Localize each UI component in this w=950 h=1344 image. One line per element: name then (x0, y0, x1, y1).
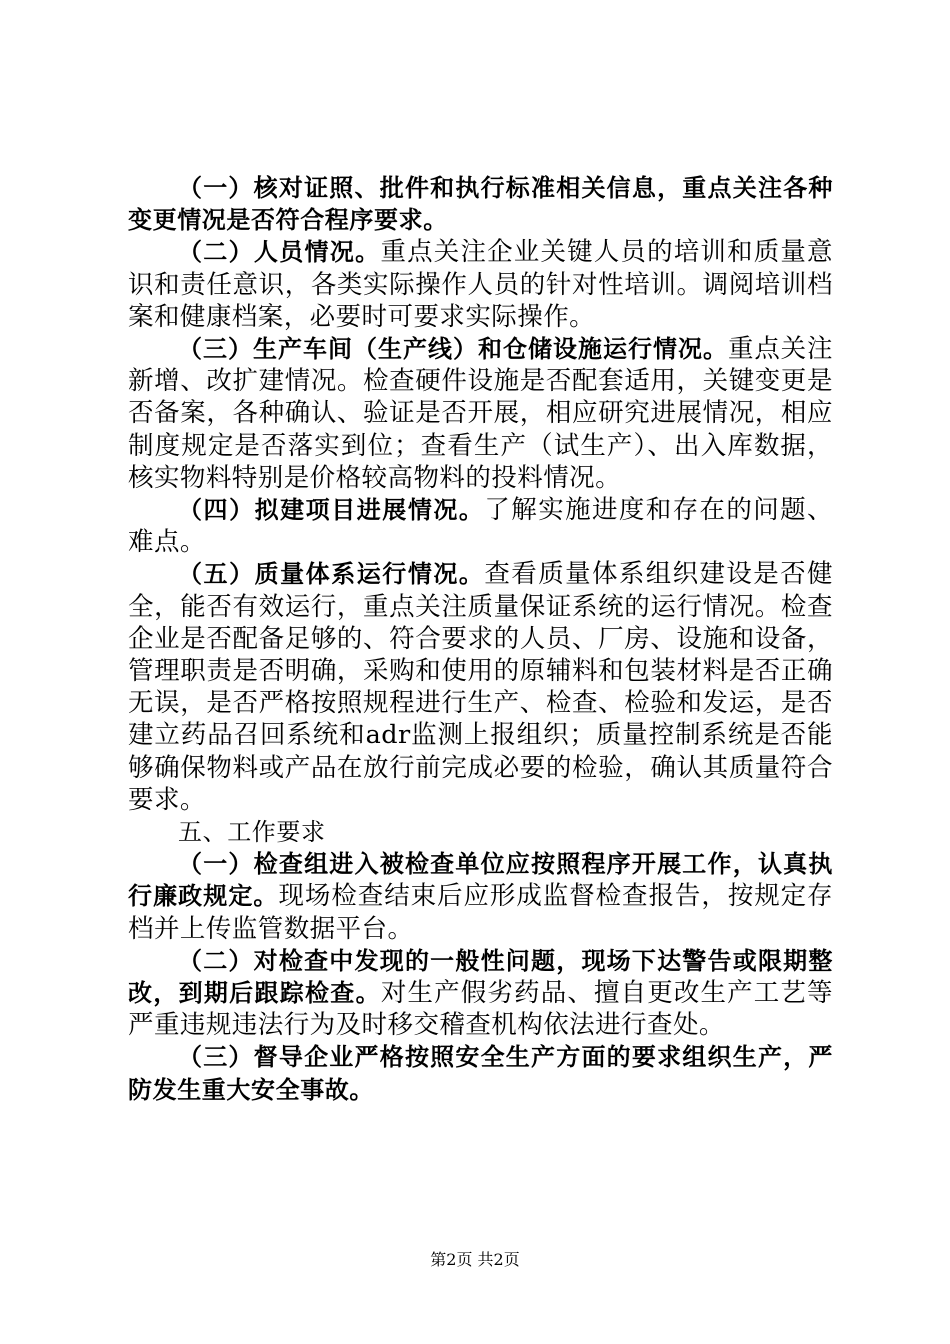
requirement-text: 对生产假劣药品、擅自更改生产工艺等严重违规违法行为及时移交稽查机构依法进行查处。 (128, 978, 834, 1041)
requirement-lead: （三）督导企业严格按照安全生产方面的要求组织生产，严防发生重大安全事故。 (128, 1043, 833, 1104)
paragraph-lead: （五）质量体系运行情况。 (178, 560, 485, 589)
document-body (128, 172, 833, 1106)
page-footer: 第2页 共2页 (430, 1250, 520, 1269)
paragraph-lead: （三）生产车间（生产线）和仓储设施运行情况。 (178, 335, 728, 364)
paragraph-lead: （一）核对证照、批件和执行标准相关信息，重点关注各种变更情况是否符合程序要求。 (128, 174, 833, 235)
requirement-lead: （二）对检查中发现的一般性问题，现场下达警告或限期整改，到期后跟踪检查。 (128, 946, 833, 1008)
paragraph-verify-licenses (128, 172, 833, 236)
section-heading: 五、工作要求 (178, 818, 326, 847)
requirement-procedure (128, 848, 833, 945)
paragraph-planned-projects (128, 494, 833, 558)
requirement-general-issues (128, 945, 833, 1042)
paragraph-lead: （二）人员情况。 (178, 238, 381, 267)
paragraph-lead: （四）拟建项目进展情况。 (178, 496, 485, 525)
requirement-text: 现场检查结束后应形成监督检查报告，按规定存档并上传监管数据平台。 (128, 881, 834, 944)
requirement-safety (128, 1041, 833, 1105)
paragraph-workshop-storage (128, 333, 833, 494)
paragraph-text: 查看质量体系组织建设是否健全，能否有效运行，重点关注质量保证系统的运行情况。检查企业是否配备足够的、符合要求的人员、厂房、设施和设备，管理职责是否明确，采购和使用的原辅料和包装材料是否正确无误，是否严格按照规程进行生产、检查、检验和发运，是否建立药品召回系统和adr监测上报组织；质量控制系统是否能够确保物料或产品在放行前完成必要的检验，确认其质量符合要求。 (128, 559, 833, 815)
paragraph-text: 重点关注企业关键人员的培训和质量意识和责任意识，各类实际操作人员的针对性培训。调阅培训档案和健康档案，必要时可要求实际操作。 (128, 237, 833, 332)
paragraph-text: 重点关注新增、改扩建情况。检查硬件设施是否配套适用，关键变更是否备案，各种确认、验证是否开展，相应研究进展情况，相应制度规定是否落实到位；查看生产（试生产）、出入库数据，核实物料特别是价格较高物料的投料情况。 (128, 334, 833, 493)
paragraph-quality-system (128, 558, 833, 816)
paragraph-text: 了解实施进度和存在的问题、难点。 (128, 495, 833, 558)
paragraph-personnel (128, 236, 833, 333)
requirement-lead: （一）检查组进入被检查单位应按照程序开展工作，认真执行廉政规定。 (128, 850, 833, 911)
